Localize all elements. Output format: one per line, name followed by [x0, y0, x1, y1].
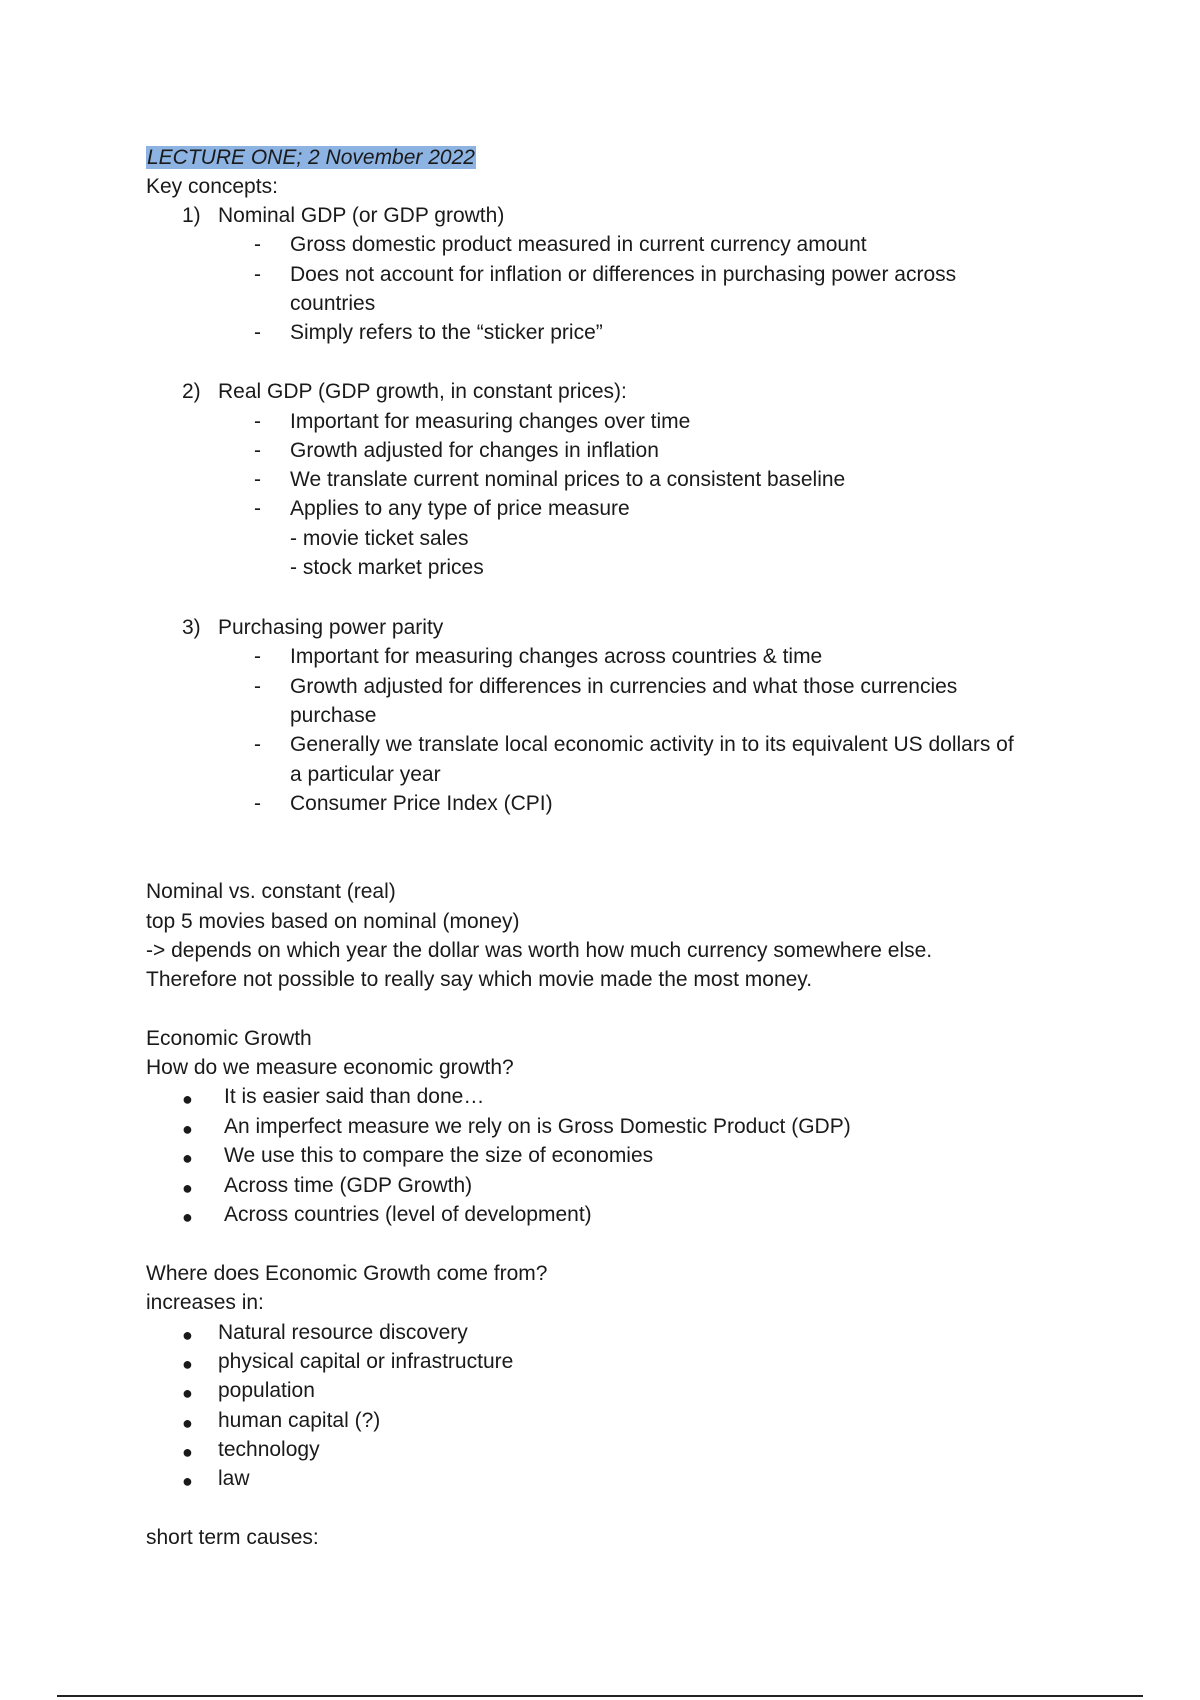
list-item-continuation: countries — [290, 292, 376, 315]
concept-2-heading: Real GDP (GDP growth, in constant prices): — [218, 380, 627, 403]
dash-marker: - — [254, 439, 261, 462]
list-item: human capital (?) — [218, 1409, 381, 1432]
list-item: population — [218, 1379, 315, 1402]
list-item: law — [218, 1467, 250, 1490]
section-heading: short term causes: — [146, 1526, 319, 1549]
section-question: How do we measure economic growth? — [146, 1056, 514, 1079]
list-item: Growth adjusted for differences in currencies and what those currencies — [290, 675, 958, 698]
title-highlight: LECTURE ONE; 2 November 2022 — [147, 146, 475, 169]
sub-item: - movie ticket sales — [290, 527, 469, 550]
list-item: physical capital or infrastructure — [218, 1350, 514, 1373]
concept-3-number: 3) — [182, 616, 201, 639]
bullet-marker: ● — [182, 1178, 193, 1198]
list-item: Applies to any type of price measure — [290, 497, 630, 520]
dash-marker: - — [254, 233, 261, 256]
section-heading: Where does Economic Growth come from? — [146, 1262, 548, 1285]
paragraph-line: Nominal vs. constant (real) — [146, 880, 396, 903]
list-item-continuation: a particular year — [290, 763, 441, 786]
list-item: Across countries (level of development) — [224, 1203, 592, 1226]
bullet-marker: ● — [182, 1089, 193, 1109]
bullet-marker: ● — [182, 1148, 193, 1168]
concept-2-number: 2) — [182, 380, 201, 403]
list-item: Across time (GDP Growth) — [224, 1174, 473, 1197]
list-item-continuation: purchase — [290, 704, 377, 727]
bullet-marker: ● — [182, 1325, 193, 1345]
dash-marker: - — [254, 645, 261, 668]
paragraph-line: Therefore not possible to really say which movie made the most money. — [146, 968, 813, 991]
bullet-marker: ● — [182, 1207, 193, 1227]
bullet-marker: ● — [182, 1471, 193, 1491]
lecture-title — [146, 146, 476, 170]
paragraph-line: top 5 movies based on nominal (money) — [146, 910, 520, 933]
bullet-marker: ● — [182, 1413, 193, 1433]
list-item: Does not account for inflation or differences in purchasing power across — [290, 263, 957, 286]
section-intro: increases in: — [146, 1291, 264, 1314]
dash-marker: - — [254, 733, 261, 756]
bullet-marker: ● — [182, 1383, 193, 1403]
concept-3-heading: Purchasing power parity — [218, 616, 444, 639]
dash-marker: - — [254, 792, 261, 815]
list-item: Generally we translate local economic activity in to its equivalent US dollars of — [290, 733, 1014, 756]
concept-1-number: 1) — [182, 204, 201, 227]
list-item: technology — [218, 1438, 320, 1461]
bullet-marker: ● — [182, 1354, 193, 1374]
concept-1-heading: Nominal GDP (or GDP growth) — [218, 204, 505, 227]
list-item: Growth adjusted for changes in inflation — [290, 439, 659, 462]
paragraph-line: -> depends on which year the dollar was worth how much currency somewhere else. — [146, 939, 933, 962]
list-item: Consumer Price Index (CPI) — [290, 792, 553, 815]
list-item: Gross domestic product measured in current currency amount — [290, 233, 867, 256]
list-item: An imperfect measure we rely on is Gross Domestic Product (GDP) — [224, 1115, 851, 1138]
page-bottom-rule — [57, 1695, 1143, 1697]
dash-marker: - — [254, 675, 261, 698]
dash-marker: - — [254, 468, 261, 491]
dash-marker: - — [254, 263, 261, 286]
list-item: We translate current nominal prices to a consistent baseline — [290, 468, 846, 491]
key-concepts-label: Key concepts: — [146, 175, 278, 198]
list-item: It is easier said than done… — [224, 1085, 485, 1108]
bullet-marker: ● — [182, 1119, 193, 1139]
list-item: We use this to compare the size of economies — [224, 1144, 654, 1167]
section-heading: Economic Growth — [146, 1027, 312, 1050]
sub-item: - stock market prices — [290, 556, 484, 579]
list-item: Natural resource discovery — [218, 1321, 468, 1344]
list-item: Important for measuring changes over time — [290, 410, 691, 433]
dash-marker: - — [254, 497, 261, 520]
list-item: Simply refers to the “sticker price” — [290, 321, 603, 344]
bullet-marker: ● — [182, 1442, 193, 1462]
list-item: Important for measuring changes across countries & time — [290, 645, 823, 668]
dash-marker: - — [254, 410, 261, 433]
dash-marker: - — [254, 321, 261, 344]
